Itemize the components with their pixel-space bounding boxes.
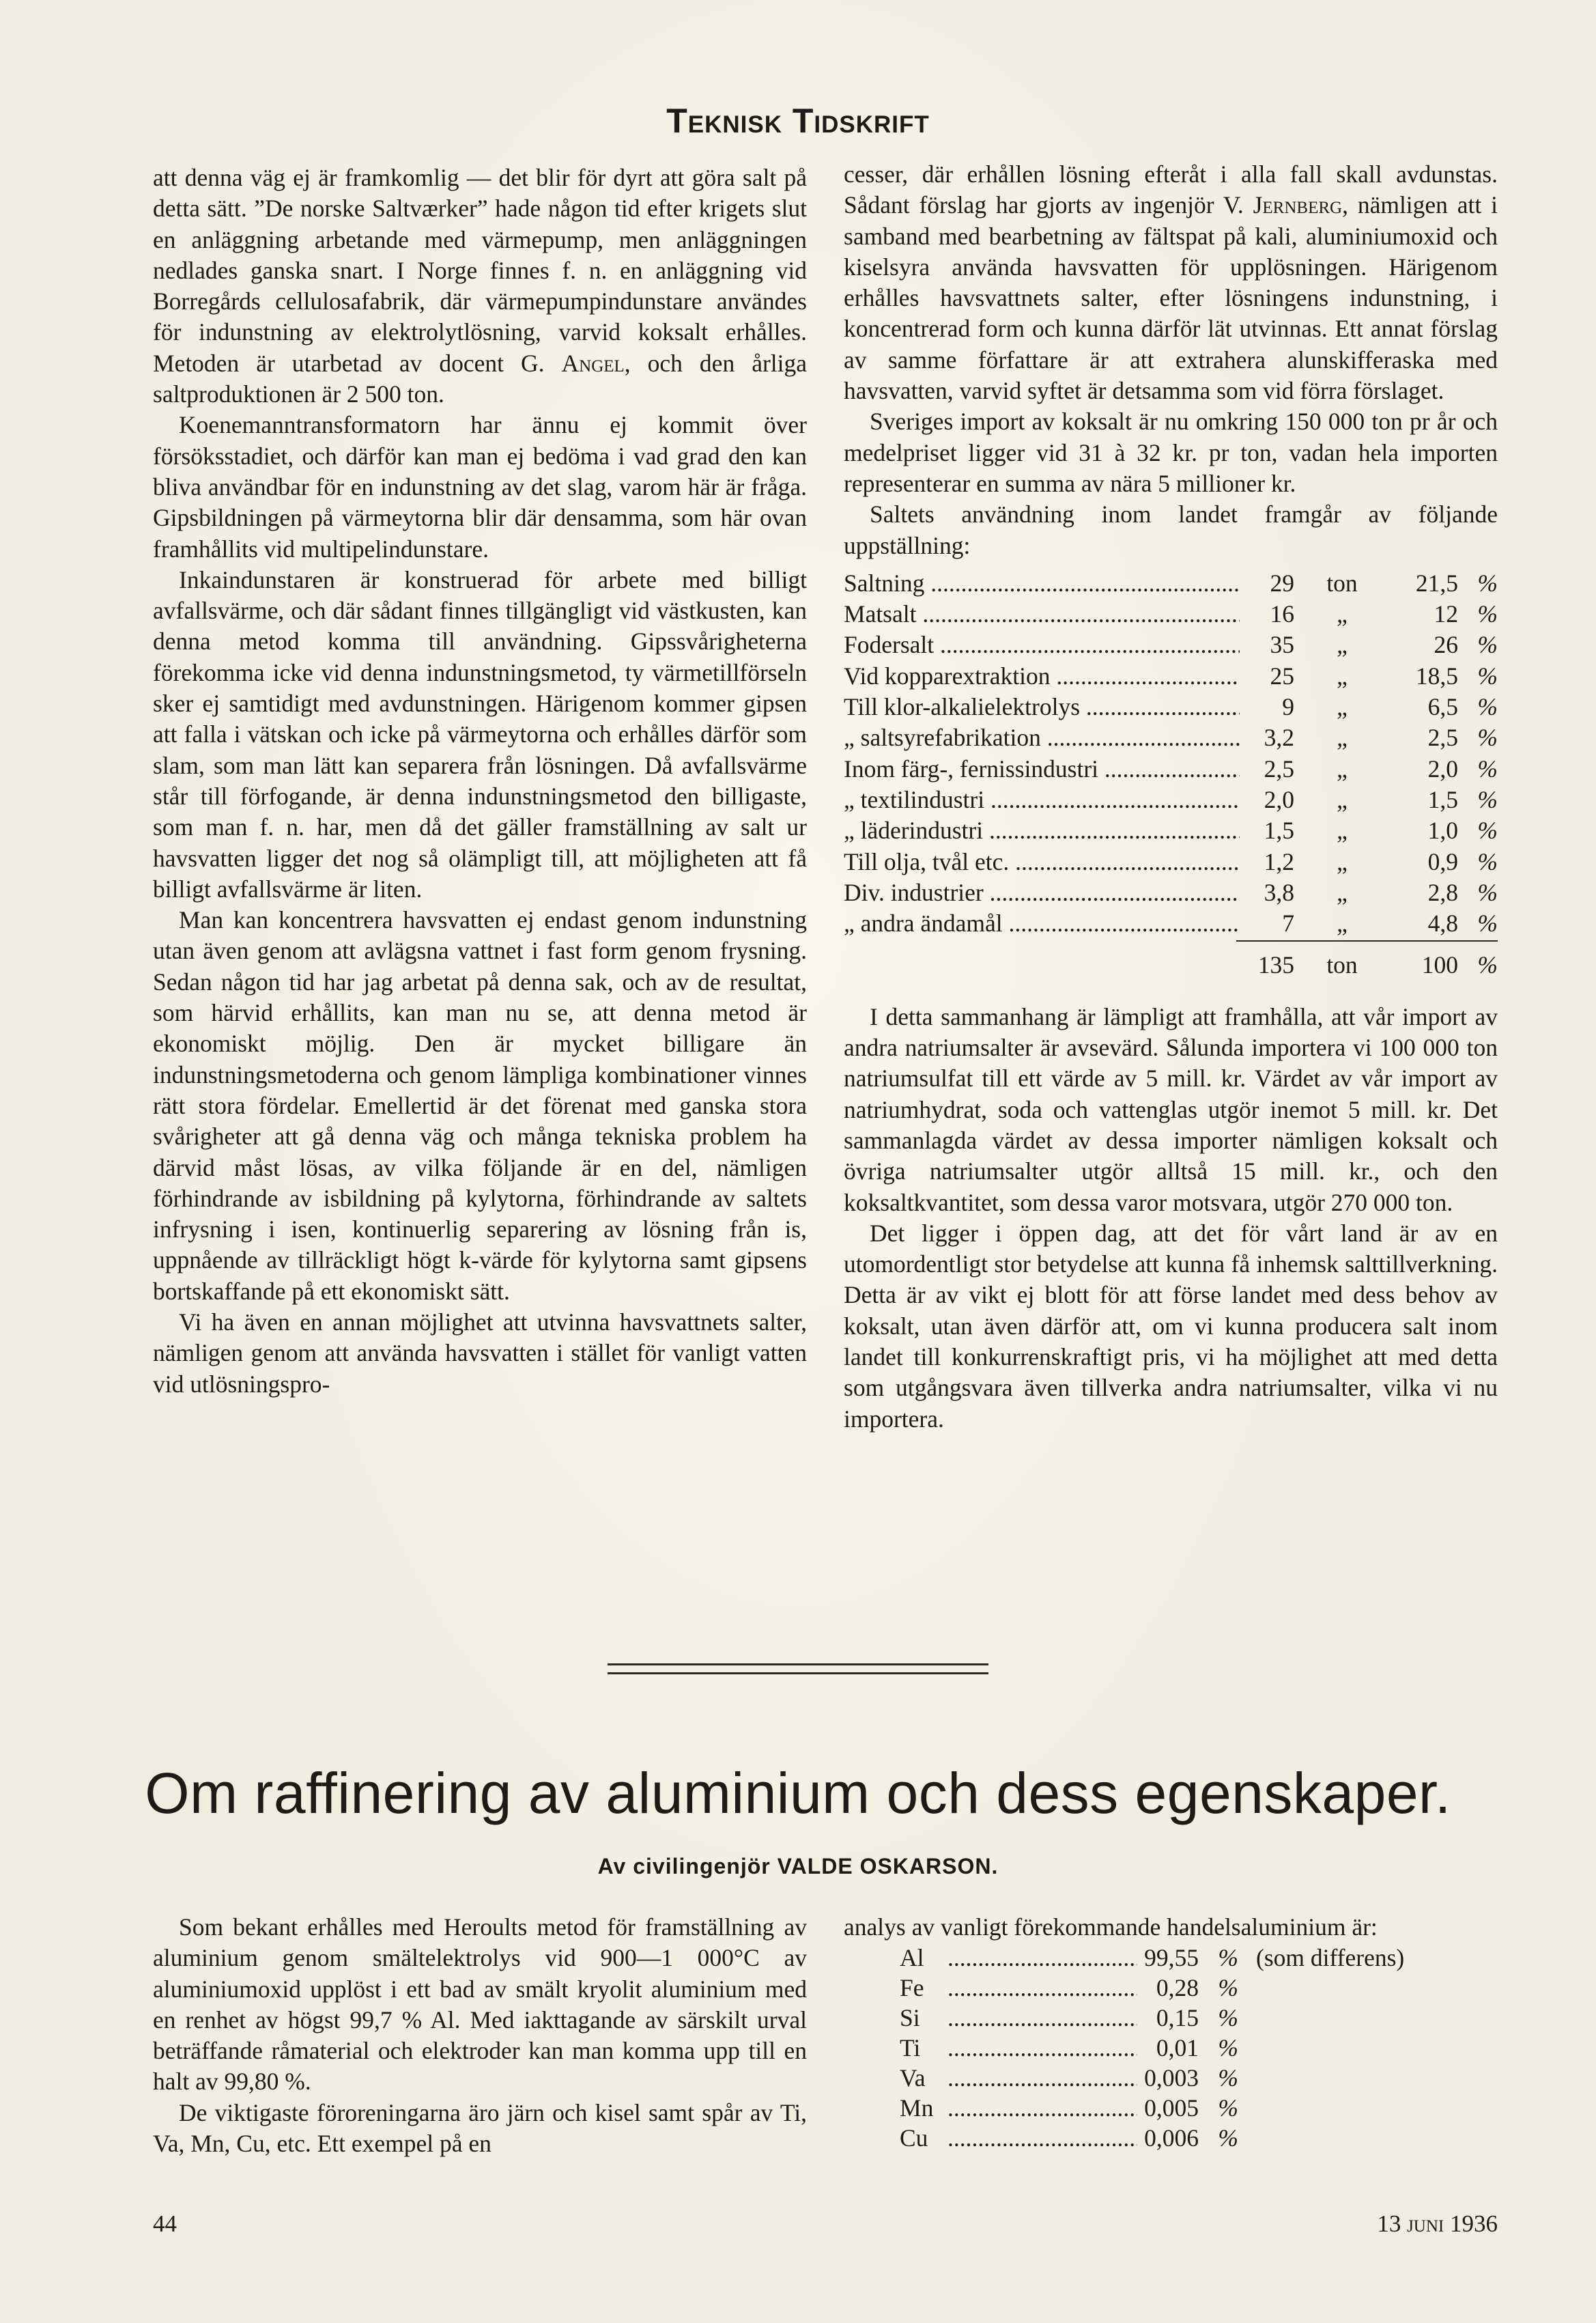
leader-dots <box>947 1943 1137 1973</box>
table-cell-psym: % <box>1477 785 1498 813</box>
paragraph: Koenemanntransformatorn har ännu ej kommit över försöksstadiet, och därför kan man ej bedöma i vad grad den kan bliva användbar för en indunstning av det slag, varom här är fråga. Gipsbildningen på värmeytorna blir där densamma, som här ovan framhållits vid multipelindunstare. <box>153 411 807 563</box>
table-cell-psym: % <box>1477 724 1498 752</box>
table-cell-unit: „ <box>1337 755 1348 783</box>
table-cell-label: Matsalt ..... <box>844 599 1240 630</box>
analysis-row <box>844 1973 1498 2003</box>
analysis-ps: % <box>1218 1974 1238 2002</box>
leader-dots <box>947 2123 1137 2154</box>
leader-dots <box>947 2093 1137 2124</box>
table-row <box>844 847 1498 877</box>
table-cell-qty: 29 <box>1270 569 1294 597</box>
analysis-row <box>844 1943 1498 1973</box>
table-cell-label: Till olja, tvål etc. ..... <box>844 847 1240 877</box>
table-cell-unit: „ <box>1337 724 1348 752</box>
paragraph-text: , nämligen att i samband med bearbetning av fältspat på kali, aluminiumoxid och kiselsyra använda havsvatten för upplösningen. Härigenom erhålles havsvattnets salter, efter lösningens indunstning, i koncentrerad form och kunna därför lät utvinnas. Ett annat förslag av samme författare är att extrahera alunskifferaska med havsvatten, varvid syftet är detsamma som vid förra förslaget. <box>844 191 1498 405</box>
table-cell-psym: % <box>1477 817 1498 845</box>
table-cell-label: Div. industrier ..... <box>844 877 1240 908</box>
table-cell-qty: 25 <box>1270 662 1294 690</box>
table-cell-pct: 1,5 <box>1427 785 1458 813</box>
table-row <box>844 630 1498 660</box>
table-cell-psym: % <box>1477 878 1498 906</box>
article-right-column <box>844 1912 1498 2153</box>
analysis-ps: % <box>1218 2004 1238 2032</box>
table-cell-pct: 18,5 <box>1415 662 1458 690</box>
analysis-val: 0,28 <box>1156 1974 1199 2002</box>
table-cell-unit: „ <box>1337 817 1348 845</box>
analysis-row <box>844 2123 1498 2153</box>
analysis-val: 0,005 <box>1144 2094 1199 2122</box>
table-cell-psym: % <box>1477 693 1498 721</box>
table-cell-psym: % <box>1477 569 1498 597</box>
table-cell-label: „ saltsyrefabrikation ..... <box>844 722 1240 753</box>
table-row <box>844 599 1498 630</box>
table-cell-unit: „ <box>1337 662 1348 690</box>
analysis-el: Va <box>900 2064 926 2092</box>
table-cell-qty: 3,8 <box>1264 878 1294 906</box>
table-cell-pct: 21,5 <box>1415 569 1458 597</box>
table-cell-psym: % <box>1477 755 1498 783</box>
table-cell-qty: 9 <box>1282 693 1294 721</box>
table-cell-label: Saltning ..... <box>844 568 1240 599</box>
article-left-column <box>153 1912 807 2159</box>
paragraph: Vi ha även en annan möjlighet att utvinna havsvattnets salter, nämligen genom att använda havsvatten i stället för vanligt vatten vid utlösningspro- <box>153 1308 807 1398</box>
analysis-row <box>844 2003 1498 2033</box>
table-cell-qty: 7 <box>1282 910 1294 938</box>
paragraph <box>153 163 807 410</box>
table-cell-unit: „ <box>1337 693 1348 721</box>
table-row <box>844 877 1498 908</box>
analysis-el: Fe <box>900 1974 924 2002</box>
analysis-row <box>844 2093 1498 2123</box>
table-cell-pct: 1,0 <box>1427 817 1458 845</box>
paragraph: De viktigaste föroreningarna äro järn och kisel samt spår av Ti, Va, Mn, Cu, etc. Ett exempel på en <box>153 2098 807 2158</box>
journal-masthead: Teknisk Tidskrift <box>666 102 930 140</box>
table-row <box>844 908 1498 939</box>
table-cell-label: „ andra ändamål ..... <box>844 908 1240 939</box>
aluminium-analysis-table <box>844 1943 1498 2153</box>
page-number: 44 <box>153 2210 177 2237</box>
analysis-ps: % <box>1218 1944 1238 1972</box>
analysis-row <box>844 2033 1498 2063</box>
table-cell-psym: % <box>1477 631 1498 659</box>
table-total-psym: % <box>1477 951 1498 979</box>
paragraph-text: att denna väg ej är framkomlig — det blir för dyrt att göra salt på detta sätt. ”De norske Saltværker” hade någon tid efter krigets slut en anläggning arbetande med värmepump, men anläggningen nedlades ganska snart. I Norge finnes f. n. en anläggning vid Borregårds cellulosafabrik, där värmepumpindunstare användes för indunstning av elektrolytlösning, varvid koksalt erhålles. Metoden är utarbetad av docent G. <box>153 164 807 377</box>
paragraph: Det ligger i öppen dag, att det för vårt land är av en utomordentligt stor betydelse att kunna få inhemsk salttillverkning. Detta är av vikt ej blott för att förse landet med dess behov av koksalt, utan även därför att, om vi kunna producera salt inom landet till konkurrenskraftigt pris, vi ha möjlighet att med detta som utgångsvara även tillverka andra natriumsalter, vilka vi nu importera. <box>844 1219 1498 1433</box>
paragraph <box>844 159 1498 406</box>
table-row <box>844 754 1498 785</box>
table-row <box>844 815 1498 846</box>
analysis-ps: % <box>1218 2034 1238 2062</box>
table-row <box>844 692 1498 722</box>
analysis-el: Ti <box>900 2034 921 2062</box>
paragraph: analys av vanligt förekommande handelsaluminium är: <box>844 1913 1378 1941</box>
right-column <box>844 159 1498 1435</box>
total-rule <box>1236 940 1498 942</box>
analysis-val: 0,01 <box>1156 2034 1199 2062</box>
analysis-val: 0,15 <box>1156 2004 1199 2032</box>
analysis-val: 99,55 <box>1144 1944 1199 1972</box>
table-total-unit: ton <box>1326 951 1358 979</box>
table-cell-qty: 3,2 <box>1264 724 1294 752</box>
analysis-el: Cu <box>900 2124 928 2152</box>
table-cell-qty: 1,5 <box>1264 817 1294 845</box>
table-cell-pct: 2,0 <box>1427 755 1458 783</box>
author-name: Jernberg <box>1253 191 1343 219</box>
leader-dots <box>947 2033 1137 2064</box>
table-cell-unit: „ <box>1337 785 1348 813</box>
analysis-val: 0,003 <box>1144 2064 1199 2092</box>
table-cell-pct: 0,9 <box>1427 847 1458 875</box>
analysis-ps: % <box>1218 2124 1238 2152</box>
table-cell-qty: 35 <box>1270 631 1294 659</box>
paragraph: Inkaindunstaren är konstruerad för arbete med billigt avfallsvärme, och där sådant finnes tillgängligt vid västkusten, kan denna metod komma till användning. Gipssvårigheterna förekomma icke vid denna indunstningsmetod, ty värmetillförseln sker ej samtidigt med avdunstningen. Härigenom kommer gipsen att falla i vätskan och icke på värmeytorna och erhålles därför som slam, som man lätt kan separera från lösningen. Då avfallsvärme står till förfogande, är denna indunstningsmetod den billigaste, som man f. n. har, men då det gäller framställning av salt ur havsvatten ligger det nog så olämpligt till, att möjligheten att få billigt avfallsvärme är liten. <box>153 565 807 903</box>
paragraph-text: cesser, där erhållen lösning efteråt i alla fall skall avdunstas. Sådant förslag har gjorts av ingenjör V. <box>844 160 1498 219</box>
table-cell-qty: 2,0 <box>1264 785 1294 813</box>
issue-date: 13 juni 1936 <box>1377 2210 1498 2237</box>
table-cell-label: „ textilindustri ..... <box>844 785 1240 815</box>
paragraph: I detta sammanhang är lämpligt att framhålla, att vår import av andra natriumsalter är avsevärd. Sålunda importera vi 100 000 ton natriumsulfat till ett värde av 5 mill. kr. Värdet av vår import av natriumhydrat, soda och vattenglas utgör inemot 5 mill. kr. Det sammanlagda värdet av dessa importer nämligen koksalt och övriga natriumsalter utgör alltså 15 mill. kr., och den koksaltkvantitet, som dessa varor motsvara, utgör 270 000 ton. <box>844 1002 1498 1216</box>
paragraph: Saltets användning inom landet framgår av följande uppställning: <box>844 501 1498 559</box>
table-cell-label: Inom färg-, fernissindustri ..... <box>844 754 1240 785</box>
table-cell-label: „ läderindustri ..... <box>844 815 1240 846</box>
table-cell-pct: 6,5 <box>1427 693 1458 721</box>
table-total-row <box>844 950 1498 981</box>
leader-dots <box>947 1973 1137 2003</box>
analysis-note: (som differens) <box>1256 1944 1405 1972</box>
table-total-pct: 100 <box>1421 951 1458 979</box>
table-cell-label: Fodersalt ..... <box>844 630 1240 660</box>
paragraph-text: , och den årliga saltproduktionen är 2 500 ton. <box>153 349 808 408</box>
table-cell-label: Till klor-alkalielektrolys ..... <box>844 692 1240 722</box>
table-total-qty: 135 <box>1257 951 1294 979</box>
table-cell-psym: % <box>1477 847 1498 875</box>
table-cell-qty: 1,2 <box>1264 847 1294 875</box>
table-cell-psym: % <box>1477 910 1498 938</box>
paragraph: Som bekant erhålles med Heroults metod för framställning av aluminium genom smältelektrolys vid 900—1 000°C av aluminiumoxid upplöst i ett bad av smält kryolit aluminium med en renhet av högst 99,7 % Al. Med iakttagande av särskilt urval beträffande råmaterial och elektroder kan man komma upp till en halt av 99,80 %. <box>153 1913 807 2096</box>
leader-dots <box>947 2063 1137 2094</box>
table-cell-pct: 2,5 <box>1427 724 1458 752</box>
table-cell-psym: % <box>1477 662 1498 690</box>
table-row <box>844 722 1498 753</box>
table-row <box>844 568 1498 599</box>
article-byline: Av civilingenjör VALDE OSKARSON. <box>597 1854 999 1878</box>
author-name: Angel <box>561 349 625 377</box>
analysis-val: 0,006 <box>1144 2124 1199 2152</box>
table-cell-qty: 2,5 <box>1264 755 1294 783</box>
paragraph: Man kan koncentrera havsvatten ej endast genom indunstning utan även genom att avlägsna vattnet i fast form genom frysning. Sedan någon tid har jag arbetat på denna sak, och av de resultat, som härvid erhållits, kan man nu se, att denna metod är ekonomiskt möjlig. Den är mycket billigare än indunstningsmetoderna och genom lämpliga kombinationer vinnes rätt stora fördelar. Emellertid är det förenat med ganska stora svårigheter att gå denna väg och många tekniska problem ha därvid måst lösas, av vilka följande är en del, nämligen förhindrande av isbildning på kylytorna, förhindrande av saltets infrysning i isen, kontinuerlig separering av lösning från is, uppnående av tillräckligt högt k-värde för kylytorna samt gipsens bortskaffande på ett ekonomiskt sätt. <box>153 906 807 1305</box>
table-row <box>844 785 1498 815</box>
table-row <box>844 661 1498 692</box>
table-cell-unit: „ <box>1337 878 1348 906</box>
table-cell-pct: 26 <box>1434 631 1458 659</box>
section-divider <box>608 1663 988 1674</box>
table-cell-unit: „ <box>1337 631 1348 659</box>
analysis-ps: % <box>1218 2094 1238 2122</box>
salt-usage-table <box>844 568 1498 981</box>
leader-dots <box>947 2003 1137 2033</box>
analysis-ps: % <box>1218 2064 1238 2092</box>
table-cell-pct: 2,8 <box>1427 878 1458 906</box>
analysis-el: Al <box>900 1944 924 1972</box>
article-title: Om raffinering av aluminium och dess egenskaper. <box>145 1761 1451 1825</box>
left-column <box>153 163 807 1400</box>
table-cell-pct: 4,8 <box>1427 910 1458 938</box>
table-cell-unit: „ <box>1337 910 1348 938</box>
table-cell-qty: 16 <box>1270 600 1294 628</box>
analysis-el: Mn <box>900 2094 934 2122</box>
analysis-row <box>844 2063 1498 2093</box>
table-cell-label: Vid kopparextraktion ..... <box>844 661 1240 692</box>
table-cell-unit: „ <box>1337 847 1348 875</box>
paragraph: Sveriges import av koksalt är nu omkring 150 000 ton pr år och medelpriset ligger vid 31 à 32 kr. pr ton, vadan hela importen representerar en summa av nära 5 millioner kr. <box>844 408 1498 497</box>
table-cell-unit: „ <box>1337 600 1348 628</box>
analysis-el: Si <box>900 2004 920 2032</box>
table-cell-pct: 12 <box>1434 600 1458 628</box>
table-cell-unit: ton <box>1326 569 1358 597</box>
table-cell-psym: % <box>1477 600 1498 628</box>
